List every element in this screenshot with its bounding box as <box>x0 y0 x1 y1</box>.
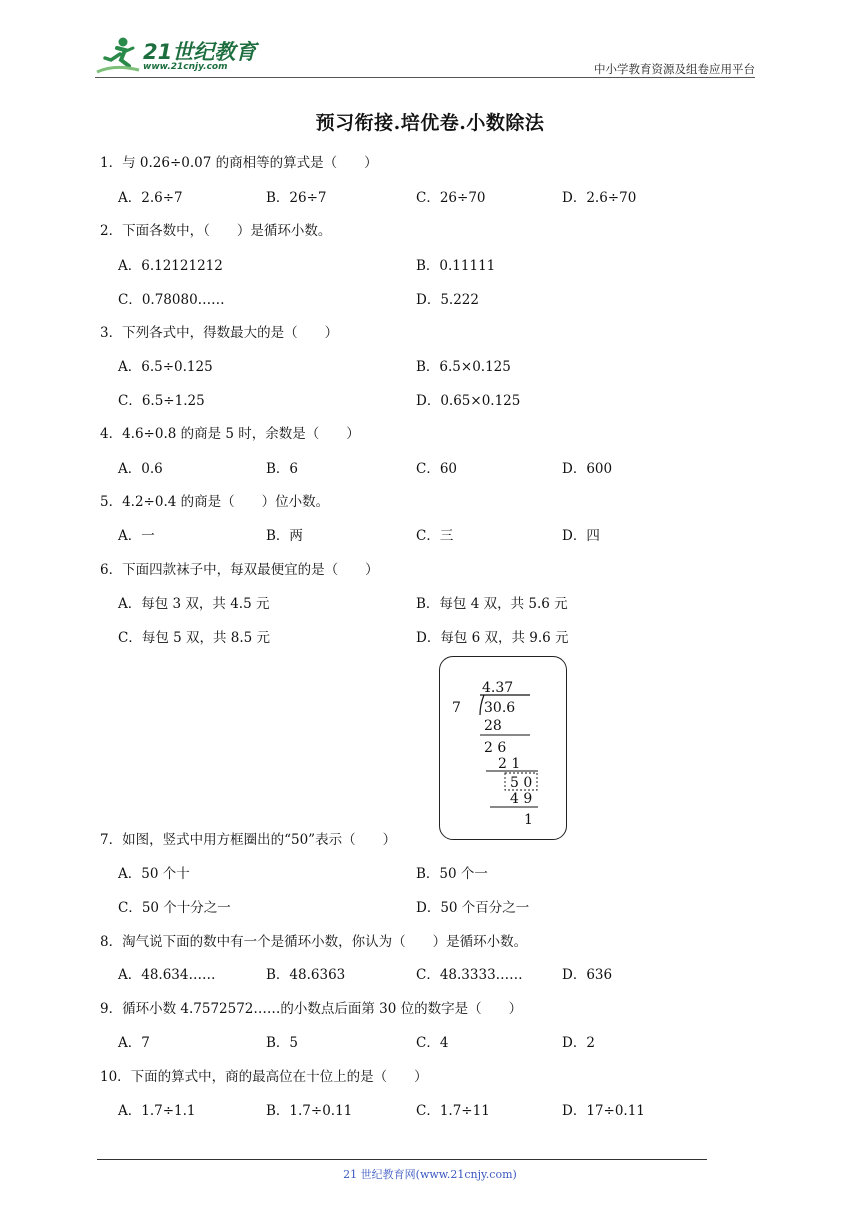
q5-option-c: C．三 <box>416 528 454 544</box>
division-quotient: 4.37 <box>482 680 514 696</box>
q4-option-a: A．0.6 <box>118 461 163 477</box>
runner-logo-icon <box>95 34 141 76</box>
division-step-3: 2 1 <box>498 756 521 772</box>
question-6: 6．下面四款袜子中，每双最便宜的是（ ） <box>100 562 379 578</box>
question-10: 10．下面的算式中，商的最高位在十位上的是（ ） <box>100 1069 428 1085</box>
q2-option-b: B．0.11111 <box>416 258 496 274</box>
q3-option-c: C．6.5÷1.25 <box>118 393 205 409</box>
q10-option-c: C．1.7÷11 <box>416 1103 490 1119</box>
long-division-figure <box>439 656 567 840</box>
q8-option-a: A．48.634…… <box>118 967 216 983</box>
q1-option-a: A．2.6÷7 <box>118 190 183 206</box>
page-header <box>95 34 755 78</box>
q5-option-b: B．两 <box>266 528 303 544</box>
q8-option-d: D．636 <box>562 967 613 983</box>
logo-url: www.21cnjy.com <box>143 62 228 72</box>
division-step-5: 4 9 <box>510 791 533 807</box>
q7-option-d: D．50 个百分之一 <box>416 900 530 916</box>
q4-option-d: D．600 <box>562 461 613 477</box>
footer-divider <box>97 1159 707 1160</box>
q8-option-b: B．48.6363 <box>266 967 346 983</box>
q6-option-d: D．每包 6 双，共 9.6 元 <box>416 630 569 646</box>
long-division-diagram <box>440 657 566 839</box>
footer-link[interactable]: 21 世纪教育网(www.21cnjy.com) <box>343 1168 517 1181</box>
question-7: 7．如图，竖式中用方框圈出的“50”表示（ ） <box>100 832 397 848</box>
question-4: 4．4.6÷0.8 的商是 5 时，余数是（ ） <box>100 426 360 442</box>
q1-option-c: C．26÷70 <box>416 190 486 206</box>
q2-option-a: A．6.12121212 <box>118 258 223 274</box>
q4-option-c: C．60 <box>416 461 458 477</box>
q5-option-d: D．四 <box>562 528 600 544</box>
q6-option-b: B．每包 4 双，共 5.6 元 <box>416 596 568 612</box>
q8-option-c: C．48.3333…… <box>416 967 523 983</box>
q1-option-d: D．2.6÷70 <box>562 190 637 206</box>
q1-option-b: B．26÷7 <box>266 190 327 206</box>
q6-option-c: C．每包 5 双，共 8.5 元 <box>118 630 271 646</box>
q5-option-a: A．一 <box>118 528 155 544</box>
question-2: 2．下面各数中，（ ）是循环小数。 <box>100 223 332 239</box>
question-5: 5．4.2÷0.4 的商是（ ）位小数。 <box>100 494 330 510</box>
logo <box>95 34 265 76</box>
question-8: 8．淘气说下面的数中有一个是循环小数，你认为（ ）是循环小数。 <box>100 934 528 950</box>
q9-option-a: A．7 <box>118 1035 150 1051</box>
division-divisor: 7 <box>452 700 461 716</box>
q9-option-b: B．5 <box>266 1035 299 1051</box>
question-9: 9．循环小数 4.7572572……的小数点后面第 30 位的数字是（ ） <box>100 1001 523 1017</box>
q6-option-a: A．每包 3 双，共 4.5 元 <box>118 596 270 612</box>
division-step-1: 28 <box>484 718 502 734</box>
q3-option-b: B．6.5×0.125 <box>416 359 511 375</box>
q7-option-c: C．50 个十分之一 <box>118 900 231 916</box>
q7-option-a: A．50 个十 <box>118 866 190 882</box>
q2-option-d: D．5.222 <box>416 292 479 308</box>
division-remainder: 1 <box>524 812 533 828</box>
q7-option-b: B．50 个一 <box>416 866 488 882</box>
question-3: 3．下列各式中，得数最大的是（ ） <box>100 325 339 341</box>
header-divider <box>95 77 755 78</box>
q3-option-a: A．6.5÷0.125 <box>118 359 213 375</box>
q9-option-d: D．2 <box>562 1035 595 1051</box>
q4-option-b: B．6 <box>266 461 299 477</box>
header-platform-text: 中小学教育资源及组卷应用平台 <box>594 62 755 76</box>
q10-option-b: B．1.7÷0.11 <box>266 1103 353 1119</box>
question-1: 1．与 0.26÷0.07 的商相等的算式是（ ） <box>100 155 378 171</box>
q3-option-d: D．0.65×0.125 <box>416 393 521 409</box>
q10-option-d: D．17÷0.11 <box>562 1103 645 1119</box>
logo-text: 21世纪教育 <box>143 40 257 64</box>
page-title: 预习衔接.培优卷.小数除法 <box>315 112 545 134</box>
division-step-4: 5 0 <box>510 775 533 791</box>
division-dividend: 30.6 <box>484 700 516 716</box>
q2-option-c: C．0.78080…… <box>118 292 225 308</box>
division-step-2: 2 6 <box>484 740 507 756</box>
q10-option-a: A．1.7÷1.1 <box>118 1103 196 1119</box>
q9-option-c: C．4 <box>416 1035 449 1051</box>
